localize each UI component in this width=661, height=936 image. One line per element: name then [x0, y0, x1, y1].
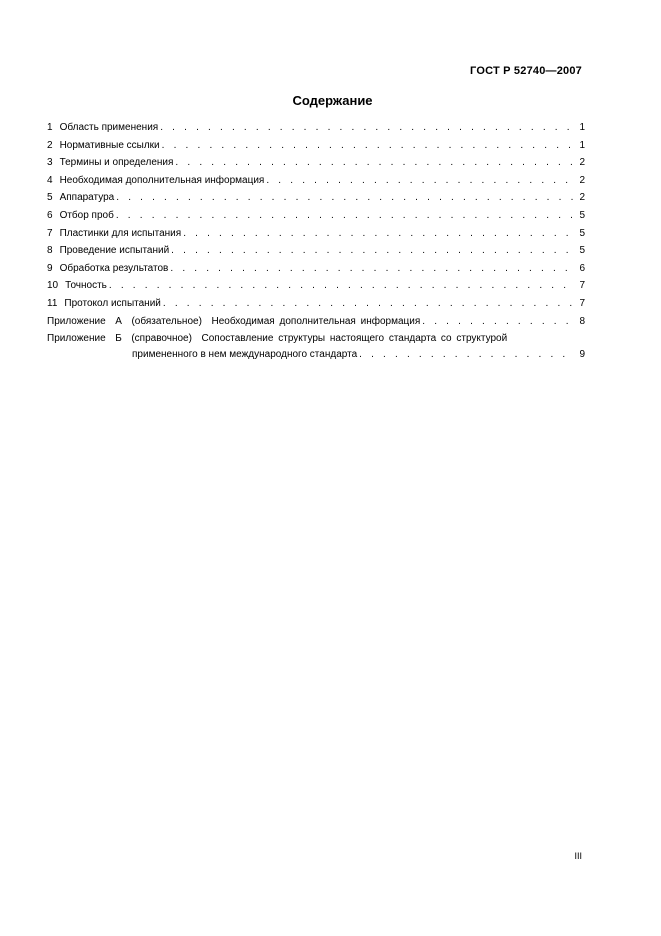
toc-entry[interactable]	[47, 157, 585, 175]
appendix-title-line1: Сопоставление структуры настоящего стандарта со структурой	[201, 333, 508, 345]
toc-leader-dots	[171, 245, 574, 256]
appendix-letter: Б	[115, 333, 122, 345]
toc-entry-text	[47, 263, 168, 274]
standard-code: ГОСТ Р 52740—2007	[470, 65, 582, 77]
toc-entry-text	[47, 245, 169, 256]
toc-entry-number: 9	[47, 262, 53, 274]
toc-entry-label: Нормативные ссылки	[59, 139, 160, 151]
appendix-prefix: Приложение	[47, 333, 106, 345]
toc-leader-dots	[160, 122, 574, 133]
toc-leader-dots	[163, 298, 574, 309]
toc-entry[interactable]	[47, 175, 585, 193]
toc-leader-dots	[170, 263, 574, 274]
toc-entry-label: Обработка результатов	[59, 262, 169, 274]
toc-entry[interactable]	[47, 298, 585, 316]
toc-title: Содержание	[292, 93, 373, 108]
toc-entry-page: 9	[579, 349, 585, 361]
toc-entry-page: 2	[579, 192, 585, 204]
toc-entry-text	[47, 298, 161, 309]
toc-entry[interactable]	[47, 280, 585, 298]
toc-entry-page: 6	[579, 262, 585, 274]
toc-entry[interactable]	[47, 263, 585, 281]
toc-entry[interactable]	[47, 122, 585, 140]
toc-appendix-a[interactable]	[47, 316, 585, 334]
toc-entry-number: 7	[47, 227, 53, 239]
toc-entry-page: 2	[579, 157, 585, 169]
table-of-contents	[47, 122, 585, 367]
toc-entry-label: Отбор проб	[59, 209, 114, 221]
toc-entry-number: 5	[47, 192, 53, 204]
appendix-title: Необходимая дополнительная информация	[211, 315, 421, 327]
toc-entry[interactable]	[47, 192, 585, 210]
appendix-prefix: Приложение	[47, 315, 106, 327]
toc-entry-number: 1	[47, 122, 53, 133]
toc-entry-page: 5	[579, 209, 585, 221]
toc-entry-number: 3	[47, 157, 53, 169]
toc-entry-text	[47, 157, 173, 168]
toc-entry-number: 11	[47, 297, 58, 309]
toc-appendix-b[interactable]	[47, 333, 585, 367]
toc-entry[interactable]	[47, 210, 585, 228]
toc-entry-text	[47, 228, 181, 239]
toc-entry[interactable]	[47, 245, 585, 263]
toc-entry-number: 8	[47, 245, 53, 257]
toc-entry-number: 6	[47, 209, 53, 221]
toc-entry-text	[47, 280, 107, 291]
appendix-status: (справочное)	[131, 333, 192, 345]
toc-appendix-text	[47, 333, 507, 344]
toc-entry-label: Проведение испытаний	[59, 245, 170, 257]
toc-entry[interactable]	[47, 228, 585, 246]
toc-entry-page: 7	[579, 280, 585, 292]
toc-leader-dots	[116, 210, 574, 221]
toc-entry-text	[47, 122, 158, 133]
toc-leader-dots	[162, 140, 574, 151]
toc-entry-page: 8	[579, 315, 585, 327]
toc-entry-label: Аппаратура	[59, 192, 115, 204]
toc-entry-label: Протокол испытаний	[64, 297, 161, 309]
toc-leader-dots	[266, 175, 574, 186]
toc-entry-text	[47, 192, 114, 203]
toc-entry-page: 7	[579, 297, 585, 309]
toc-entry-text	[47, 175, 264, 186]
toc-entry-label: Термины и определения	[59, 157, 174, 169]
toc-entry-page: 1	[579, 122, 585, 133]
toc-appendix-text	[47, 316, 420, 327]
toc-entry-page: 2	[579, 174, 585, 186]
toc-entry-page: 1	[579, 139, 585, 151]
appendix-letter: А	[115, 315, 122, 327]
toc-entry-label: Точность	[65, 280, 107, 292]
toc-leader-dots	[116, 192, 574, 203]
toc-entry[interactable]	[47, 140, 585, 158]
toc-entry-number: 10	[47, 280, 59, 292]
toc-entry-number: 2	[47, 139, 53, 151]
toc-leader-dots	[175, 157, 574, 168]
toc-entry-page: 5	[579, 245, 585, 257]
toc-entry-text	[47, 210, 114, 221]
toc-leader-dots	[422, 316, 574, 327]
toc-entry-page: 5	[579, 227, 585, 239]
toc-entry-label: Область применения	[59, 122, 159, 133]
toc-entry-text	[47, 140, 160, 151]
appendix-title-line2: примененного в нем международного стандарта	[132, 349, 358, 361]
toc-entry-number: 4	[47, 174, 53, 186]
toc-leader-dots	[183, 228, 574, 239]
toc-entry-label: Пластинки для испытания	[59, 227, 182, 239]
toc-leader-dots	[109, 280, 574, 291]
page-folio: III	[574, 851, 582, 861]
appendix-status: (обязательное)	[131, 315, 202, 327]
toc-leader-dots	[359, 349, 574, 360]
toc-entry-label: Необходимая дополнительная информация	[59, 174, 265, 186]
